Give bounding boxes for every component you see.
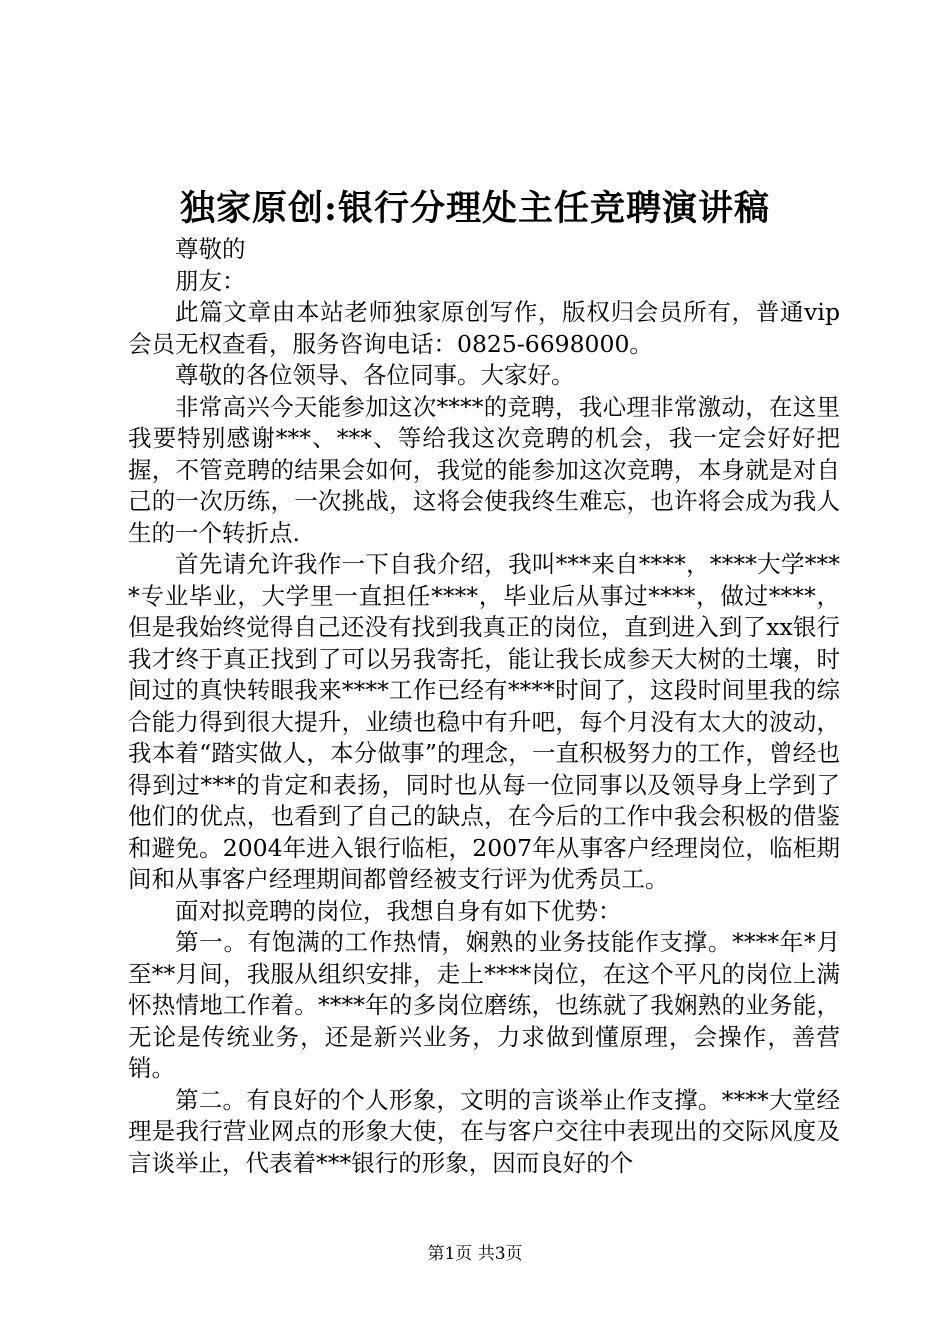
advantages-intro-paragraph: 面对拟竞聘的岗位，我想自身有如下优势：: [175, 896, 622, 925]
salutation-line-2: 朋友：: [175, 266, 246, 295]
advantage-first-paragraph: 第一。有饱满的工作热情，娴熟的业务技能作支撑。****年*月至**月间，我服从组织安排，走上****岗位，在这个平凡的岗位上满怀热情地工作着。****年的多岗位磨练，也练就了我娴熟的业务能，无论是传统业务，还是新兴业务，力求做到懂原理，会操作，善营销。: [128, 928, 840, 1082]
document-title: 独家原创:银行分理处主任竞聘演讲稿: [180, 188, 770, 229]
advantage-second-paragraph: 第二。有良好的个人形象，文明的言谈举止作支撑。****大堂经理是我行营业网点的形象大使，在与客户交往中表现出的交际风度及言谈举止，代表着***银行的形象，因而良好的个: [128, 1085, 840, 1177]
self-introduction-paragraph: 首先请允许我作一下自我介绍，我叫***来自****，****大学****专业毕业，大学里一直担任****，毕业后从事过****，做过****，但是我始终觉得自己还没有找到我真正的岗位，直到进入到了xx银行我才终于真正找到了可以另我寄托，能让我长成参天大树的土壤，时间过的真快转眼我来****工作已经有****时间了，这段时间里我的综合能力得到很大提升，业绩也稳中有升吧，每个月没有太大的波动，我本着“踏实做人，本分做事”的理念，一直积极努力的工作，曾经也得到过***的肯定和表扬，同时也从每一位同事以及领导身上学到了他们的优点，也看到了自己的缺点，在今后的工作中我会积极的借鉴和避免。2004年进入银行临柜，2007年从事客户经理岗位，临柜期间和从事客户经理期间都曾经被支行评为优秀员工。: [128, 550, 840, 893]
salutation-line-1: 尊敬的: [175, 235, 246, 263]
document-body: [128, 234, 840, 1179]
opening-paragraph: 非常高兴今天能参加这次****的竞聘，我心理非常激动，在这里我要特别感谢***、***、等给我这次竞聘的机会，我一定会好好把握，不管竞聘的结果会如何，我觉的能参加这次竞聘，本身就是对自己的一次历练，一次挑战，这将会使我终生难忘，也许将会成为我人生的一个转折点.: [128, 392, 840, 547]
greeting-paragraph: 尊敬的各位领导、各位同事。大家好。: [175, 361, 575, 389]
copyright-notice-paragraph: 此篇文章由本站老师独家原创写作，版权归会员所有，普通vip会员无权查看，服务咨询电话：0825-6698000。: [128, 298, 840, 358]
page-footer: 第1页 共3页: [427, 1244, 523, 1264]
